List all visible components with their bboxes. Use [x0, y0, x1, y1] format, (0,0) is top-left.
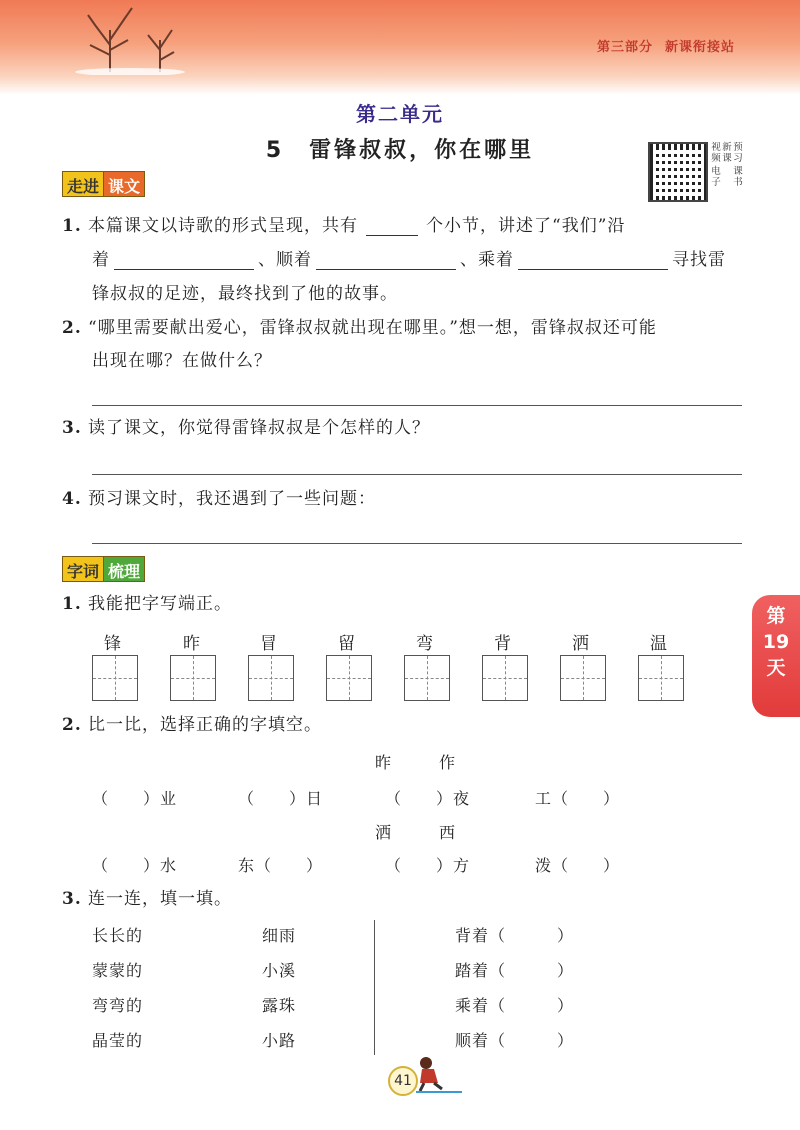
question-text: 本篇课文以诗歌的形式呈现，共有 — [88, 216, 358, 236]
fill-blank-item[interactable]: 顺着（ ） — [455, 1031, 575, 1050]
word-task-1 — [62, 594, 232, 614]
match-right-item[interactable]: 露珠 — [262, 996, 297, 1015]
fill-blank-item[interactable]: （ ）水 — [92, 856, 178, 875]
fill-blank-item[interactable]: 工（ ） — [535, 789, 621, 808]
practice-characters — [88, 629, 708, 653]
practice-char: 冒 — [260, 634, 277, 654]
qr-label-col: 视频 — [711, 142, 721, 164]
fill-blank-item[interactable]: （ ）方 — [385, 856, 471, 875]
question-2-line-2: 出现在哪？在做什么？ — [92, 351, 272, 371]
question-text: 、顺着 — [258, 250, 312, 270]
match-left-item[interactable]: 蒙蒙的 — [92, 961, 144, 980]
word-task-2 — [62, 715, 322, 735]
question-text: “哪里需要献出爱心，雷锋叔叔就出现在哪里。”想一想，雷锋叔叔还可能 — [88, 318, 657, 338]
question-number: 4. — [62, 489, 82, 509]
question-text: 寻找雷 — [672, 250, 726, 270]
practice-char: 温 — [650, 634, 667, 654]
qr-label-col: 课书 — [733, 166, 743, 188]
fill-blank-item[interactable]: （ ）业 — [92, 789, 178, 808]
question-text: 我能把字写端正。 — [88, 594, 232, 614]
answer-blank[interactable] — [316, 252, 456, 270]
question-text: 比一比，选择正确的字填空。 — [88, 715, 322, 735]
question-number: 1. — [62, 594, 82, 614]
fill-blank-item[interactable]: 背着（ ） — [455, 926, 575, 945]
qr-label-col: 新课 — [722, 142, 732, 164]
fill-blank-item[interactable]: 东（ ） — [238, 856, 324, 875]
char-pair-option: 西 — [439, 823, 457, 842]
answer-line[interactable] — [92, 474, 742, 475]
section-tag-b: 课文 — [103, 171, 145, 197]
practice-char: 洒 — [572, 634, 589, 654]
question-text: 预习课文时，我还遇到了一些问题： — [88, 489, 376, 509]
answer-blank[interactable] — [114, 252, 254, 270]
match-right-item[interactable]: 细雨 — [262, 926, 297, 945]
practice-char: 弯 — [416, 634, 433, 654]
lesson-name: 雷锋叔叔，你在哪里 — [309, 138, 535, 163]
day-tab — [752, 595, 800, 717]
answer-line[interactable] — [92, 543, 742, 544]
section-tag-text — [62, 171, 145, 197]
writing-grid-box[interactable] — [92, 655, 138, 701]
writing-grid-box[interactable] — [248, 655, 294, 701]
writing-grid-box[interactable] — [482, 655, 528, 701]
question-text: 读了课文，你觉得雷锋叔叔是个怎样的人？ — [88, 418, 430, 438]
match-left-item[interactable]: 晶莹的 — [92, 1031, 144, 1050]
question-text: 个小节，讲述了“我们”沿 — [426, 216, 626, 236]
qr-label-col: 电子 — [711, 166, 721, 188]
writing-grid-box[interactable] — [638, 655, 684, 701]
question-1-line-2 — [92, 250, 726, 270]
skating-child-illustration — [414, 1055, 464, 1095]
section-tag-b: 梳理 — [103, 556, 145, 582]
practice-char: 背 — [494, 634, 511, 654]
day-tab-text: 第 — [766, 605, 786, 627]
practice-char: 昨 — [183, 634, 200, 654]
word-task-3 — [62, 889, 232, 909]
fill-blank-item[interactable]: 泼（ ） — [535, 856, 621, 875]
header-label — [597, 36, 747, 55]
char-pair-option: 洒 — [375, 823, 393, 842]
char-pair-option: 作 — [439, 753, 457, 772]
question-1-line-1 — [62, 216, 625, 236]
qr-label — [710, 142, 744, 202]
question-number: 3. — [62, 418, 82, 438]
fill-blank-item[interactable]: （ ）日 — [238, 789, 324, 808]
unit-title: 第二单元 — [356, 102, 444, 126]
section-tag-a: 字词 — [62, 556, 103, 582]
match-left-item[interactable]: 长长的 — [92, 926, 144, 945]
fill-blank-item[interactable]: 踏着（ ） — [455, 961, 575, 980]
answer-blank[interactable] — [366, 218, 418, 236]
page-number: 41 — [388, 1066, 418, 1096]
writing-grid-box[interactable] — [560, 655, 606, 701]
question-number: 3. — [62, 889, 82, 909]
answer-line[interactable] — [92, 405, 742, 406]
match-right-item[interactable]: 小溪 — [262, 961, 297, 980]
day-tab-number: 19 — [762, 631, 790, 653]
writing-grid-box[interactable] — [170, 655, 216, 701]
question-2-line-1 — [62, 318, 657, 338]
practice-char: 锋 — [104, 634, 121, 654]
question-3 — [62, 418, 430, 438]
match-right-item[interactable]: 小路 — [262, 1031, 297, 1050]
char-pair-option: 昨 — [375, 753, 393, 772]
lesson-number: 5 — [265, 138, 285, 163]
question-number: 1. — [62, 216, 82, 236]
question-text: 、乘着 — [460, 250, 514, 270]
winter-trees-illustration — [70, 0, 190, 75]
day-tab-text: 天 — [766, 657, 786, 679]
section-tag-a: 走进 — [62, 171, 103, 197]
question-text: 着 — [92, 250, 110, 270]
header-series: 新课衔接站 — [665, 40, 736, 55]
writing-grid-box[interactable] — [404, 655, 450, 701]
section-tag-words — [62, 556, 145, 582]
practice-char: 留 — [338, 634, 355, 654]
qr-code[interactable] — [648, 142, 708, 202]
divider — [374, 920, 375, 1055]
fill-blank-item[interactable]: 乘着（ ） — [455, 996, 575, 1015]
question-text: 连一连，填一填。 — [88, 889, 232, 909]
answer-blank[interactable] — [518, 252, 668, 270]
match-left-item[interactable]: 弯弯的 — [92, 996, 144, 1015]
question-number: 2. — [62, 715, 82, 735]
qr-label-col: 预习 — [733, 142, 743, 164]
question-4 — [62, 489, 376, 509]
question-1-line-3: 锋叔叔的足迹，最终找到了他的故事。 — [92, 284, 398, 304]
fill-blank-item[interactable]: （ ）夜 — [385, 789, 471, 808]
question-number: 2. — [62, 318, 82, 338]
header-part: 第三部分 — [597, 40, 654, 55]
writing-grid-box[interactable] — [326, 655, 372, 701]
